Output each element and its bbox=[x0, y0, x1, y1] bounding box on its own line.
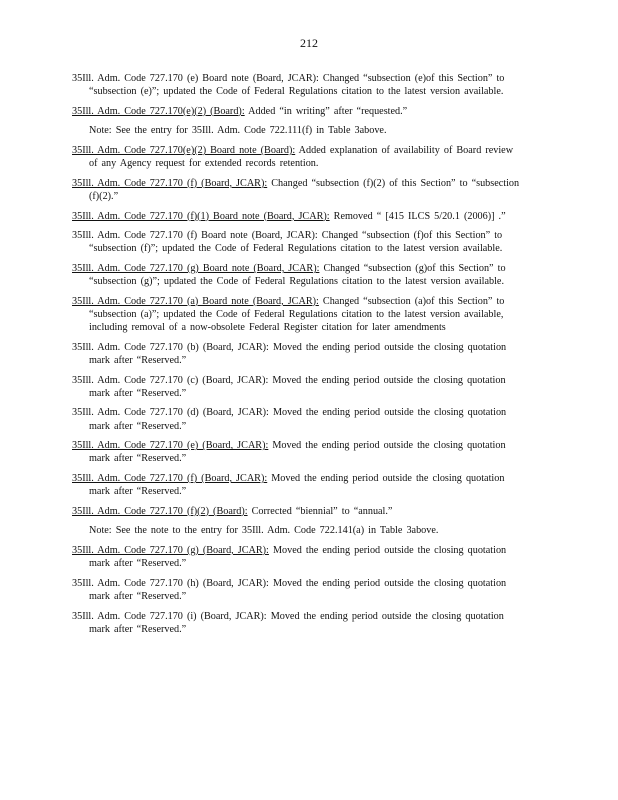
entry-citation: 35Ill. Adm. Code 727.170 (h) (Board, JCAR): bbox=[72, 577, 269, 589]
entry-citation: 35Ill. Adm. Code 727.170(e)(2) (Board): bbox=[72, 105, 245, 117]
entry-text: See the entry for 35Ill. Adm. Code 722.111(f) in Table 3above. bbox=[111, 125, 387, 137]
entry-citation: 35Ill. Adm. Code 727.170 (f) (Board, JCAR): bbox=[72, 472, 268, 484]
entry-text: Changed “subsection (a)of this Section” to “subsection (a)”; updated the Code of Federal Regulations citation to the latest version available, including removal of a now-obsolete Federal Register citation for later amendments bbox=[89, 295, 505, 334]
amendment-entry bbox=[72, 262, 524, 288]
page-number: 212 bbox=[300, 36, 318, 50]
amendment-entry bbox=[72, 439, 524, 465]
amendment-entry bbox=[72, 229, 524, 255]
entry-citation: 35Ill. Adm. Code 727.170 (d) (Board, JCAR): bbox=[72, 407, 269, 419]
note-entry bbox=[89, 124, 524, 137]
entry-citation: 35Ill. Adm. Code 727.170 (e) Board note (Board, JCAR): bbox=[72, 73, 319, 84]
entry-text: Moved the ending period outside the closing quotation mark after “Reserved.” bbox=[89, 472, 505, 498]
amendment-entries bbox=[72, 72, 524, 642]
entry-text: Moved the ending period outside the closing quotation mark after “Reserved.” bbox=[89, 341, 507, 366]
entry-text: Changed “subsection (f)(2) of this Section” to “subsection (f)(2).” bbox=[89, 177, 520, 202]
amendment-entry bbox=[72, 544, 524, 570]
amendment-entry bbox=[72, 610, 524, 636]
amendment-entry bbox=[72, 406, 524, 432]
entry-citation: 35Ill. Adm. Code 727.170(e)(2) Board note (Board): bbox=[72, 144, 296, 156]
amendment-entry bbox=[72, 472, 524, 498]
entry-text: Changed “subsection (g)of this Section” to “subsection (g)”; updated the Code of Federal Regulations citation to the latest version available. bbox=[89, 262, 506, 288]
entry-text: Moved the ending period outside the closing quotation mark after “Reserved.” bbox=[89, 440, 506, 465]
amendment-entry bbox=[72, 210, 524, 223]
amendment-entry bbox=[72, 72, 524, 98]
entry-citation: Note: bbox=[89, 125, 112, 137]
entry-citation: 35Ill. Adm. Code 727.170 (f) (Board, JCAR): bbox=[72, 177, 268, 189]
entry-text: Moved the ending period outside the closing quotation mark after “Reserved.” bbox=[89, 577, 507, 602]
amendment-entry bbox=[72, 295, 524, 335]
entry-text: Added explanation of availability of Board review of any Agency request for extended records retention. bbox=[89, 144, 514, 170]
note-entry bbox=[89, 524, 524, 537]
entry-text: Added “in writing” after “requested.” bbox=[244, 105, 408, 117]
amendment-entry bbox=[72, 374, 524, 400]
entry-text: Changed “subsection (f)of this Section” to “subsection (f)”; updated the Code of Federal Regulations citation to the latest version available. bbox=[89, 230, 503, 255]
entry-citation: 35Ill. Adm. Code 727.170 (g) Board note (Board, JCAR): bbox=[72, 262, 320, 274]
entry-citation: 35Ill. Adm. Code 727.170 (f) Board note (Board, JCAR): bbox=[72, 230, 318, 242]
entry-text: Moved the ending period outside the closing quotation mark after “Reserved.” bbox=[89, 407, 507, 432]
entry-citation: Note: bbox=[89, 525, 112, 537]
entry-citation: 35Ill. Adm. Code 727.170 (f)(1) Board note (Board, JCAR): bbox=[72, 210, 330, 222]
entry-text: Moved the ending period outside the closing quotation mark after “Reserved.” bbox=[89, 610, 504, 635]
entry-citation: 35Ill. Adm. Code 727.170 (g) (Board, JCAR): bbox=[72, 544, 269, 556]
entry-text: See the note to the entry for 35Ill. Adm. Code 722.141(a) in Table 3above. bbox=[111, 525, 439, 537]
amendment-entry bbox=[72, 105, 524, 118]
amendment-entry bbox=[72, 177, 524, 203]
entry-citation: 35Ill. Adm. Code 727.170 (i) (Board, JCAR): bbox=[72, 610, 267, 622]
entry-text: Changed “subsection (e)of this Section” to “subsection (e)”; updated the Code of Federal Regulations citation to the latest version available. bbox=[89, 73, 505, 98]
entry-citation: 35Ill. Adm. Code 727.170 (f)(2) (Board): bbox=[72, 505, 248, 517]
entry-citation: 35Ill. Adm. Code 727.170 (c) (Board, JCAR): bbox=[72, 374, 269, 386]
amendment-entry bbox=[72, 505, 524, 518]
entry-text: Corrected “biennial” to “annual.” bbox=[247, 505, 393, 517]
amendment-entry bbox=[72, 341, 524, 367]
entry-citation: 35Ill. Adm. Code 727.170 (e) (Board, JCAR): bbox=[72, 440, 269, 452]
amendment-entry bbox=[72, 577, 524, 603]
entry-text: Removed “ [415 ILCS 5/20.1 (2006)] .” bbox=[329, 210, 506, 222]
entry-text: Moved the ending period outside the closing quotation mark after “Reserved.” bbox=[89, 374, 506, 399]
entry-citation: 35Ill. Adm. Code 727.170 (b) (Board, JCAR): bbox=[72, 341, 269, 353]
entry-text: Moved the ending period outside the closing quotation mark after “Reserved.” bbox=[89, 544, 507, 570]
amendment-entry bbox=[72, 144, 524, 170]
entry-citation: 35Ill. Adm. Code 727.170 (a) Board note (Board, JCAR): bbox=[72, 295, 319, 307]
